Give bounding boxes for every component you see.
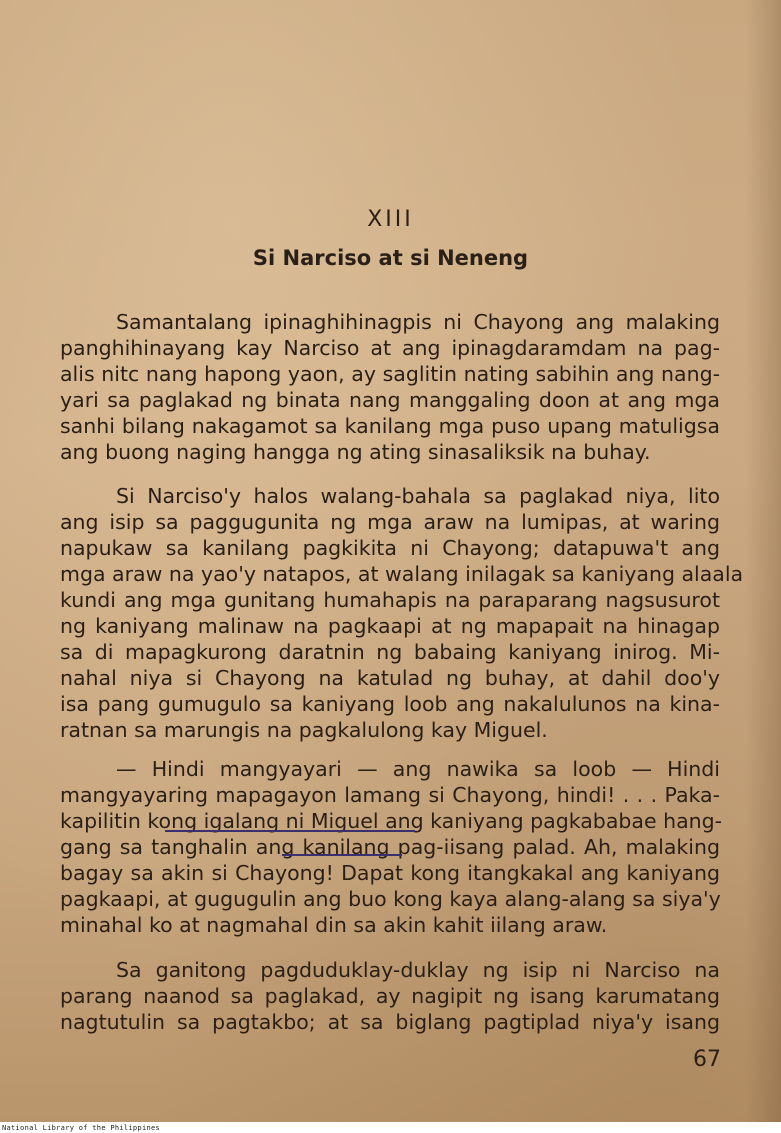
text-line: kapilitin kong igalang ni Miguel ang kaniyang pagkababae hang-	[60, 809, 723, 833]
text-line: mangyayaring mapagayon lamang si Chayong, hindi! . . . Paka-	[60, 783, 720, 807]
pen-underline-mark	[165, 830, 415, 832]
text-line: alis nitc nang hapong yaon, ay saglitin nating sabihin ang nang-	[60, 362, 720, 386]
library-footer: National Library of the Philippines	[2, 1124, 161, 1132]
text-line: sa di mapagkurong daratnin ng babaing kaniyang inirog. Mi-	[60, 640, 720, 664]
text-line: bagay sa akin si Chayong! Dapat kong itangkakal ang kaniyang	[60, 861, 720, 885]
text-line: nahal niya si Chayong na katulad ng buhay, at dahil doo'y	[60, 666, 720, 690]
text-line: isa pang gumugulo sa kaniyang loob ang nakalulunos na kina-	[60, 692, 720, 716]
text-line: kundi ang mga gunitang humahapis na paraparang nagsusurot	[60, 588, 720, 612]
text-line: ng kaniyang malinaw na pagkaapi at ng mapapait na hinagap	[60, 614, 720, 638]
chapter-title: Si Narciso at si Neneng	[252, 246, 529, 270]
text-line: nagtutulin sa pagtakbo; at sa biglang pagtiplad niya'y isang	[60, 1010, 720, 1034]
text-line: ang buong naging hangga ng ating sinasaliksik na buhay.	[60, 440, 651, 464]
text-line: Si Narciso'y halos walang-bahala sa paglakad niya, lito	[116, 484, 720, 508]
text-line: gang sa tanghalin ang kanilang pag-iisang palad. Ah, malaking	[60, 835, 720, 859]
chapter-number: XIII	[367, 207, 414, 232]
text-line: ratnan sa marungis na pagkalulong kay Miguel.	[60, 718, 548, 742]
text-line: parang naanod sa paglakad, ay nagipit ng isang karumatang	[60, 984, 720, 1008]
text-line: Sa ganitong pagduduklay-duklay ng isip ni Narciso na	[116, 958, 720, 982]
text-line: minahal ko at nagmahal din sa akin kahit iilang araw.	[60, 913, 608, 937]
text-line: panghihinayang kay Narciso at ang ipinagdaramdam na pag-	[60, 336, 720, 360]
text-line: sanhi bilang nakagamot sa kanilang mga puso upang matuligsa	[60, 414, 720, 438]
text-line: pagkaapi, at gugugulin ang buo kong kaya alang-alang sa siya'y	[60, 887, 721, 911]
text-line: yari sa paglakad ng binata nang manggaling doon at ang mga	[60, 388, 720, 412]
text-line: Samantalang ipinaghihinagpis ni Chayong ang malaking	[116, 310, 720, 334]
text-line: mga araw na yao'y natapos, at walang inilagak sa kaniyang alaala	[60, 562, 744, 586]
pen-strike-mark	[282, 854, 402, 856]
page-number: 67	[693, 1047, 721, 1072]
text-line: — Hindi mangyayari — ang nawika sa loob — Hindi	[116, 757, 720, 781]
text-line: napukaw sa kanilang pagkikita ni Chayong; datapuwa't ang	[60, 536, 720, 560]
text-line: ang isip sa paggugunita ng mga araw na lumipas, at waring	[60, 510, 720, 534]
